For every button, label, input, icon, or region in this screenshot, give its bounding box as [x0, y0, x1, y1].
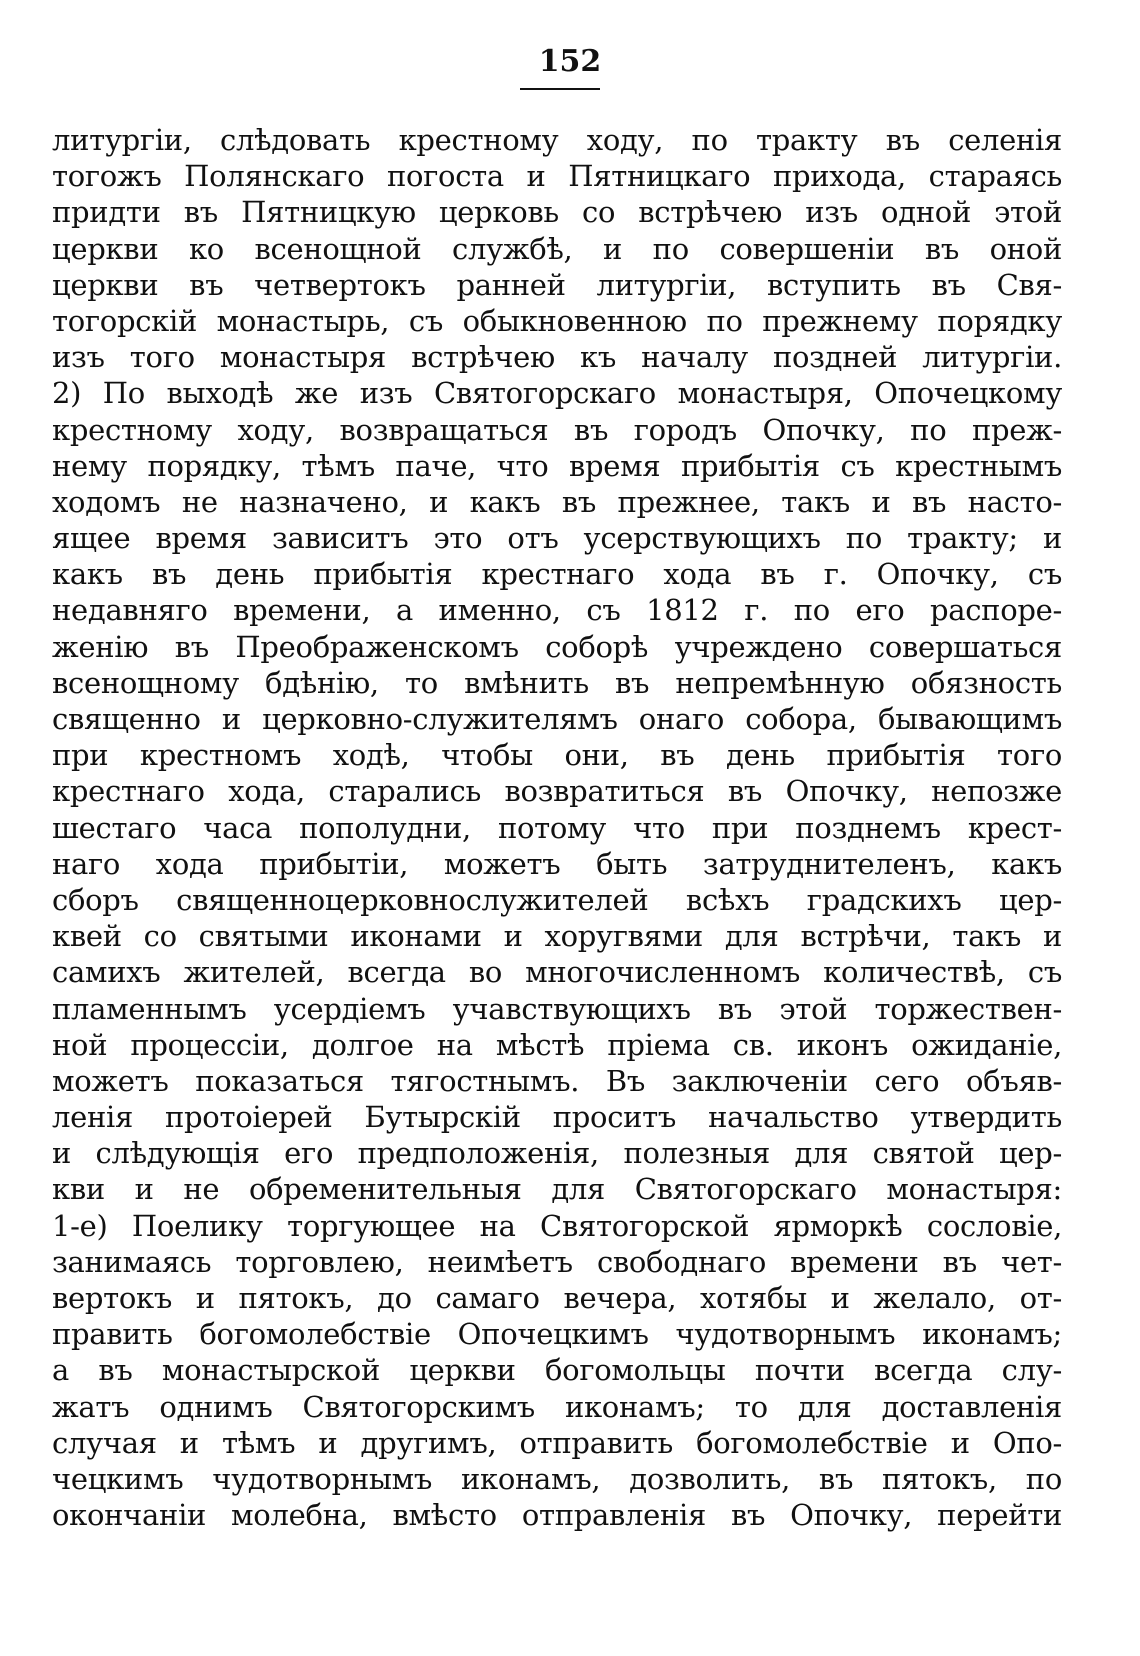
text-line: женію въ Преображенскомъ соборѣ учреждено совершаться — [52, 629, 1062, 664]
text-line: 1-е) Поелику торгующее на Святогорской ярморкѣ сословіе, — [52, 1208, 1062, 1243]
page-number: 152 — [538, 44, 602, 79]
text-line: изъ того монастыря встрѣчею къ началу поздней литургіи. — [52, 340, 1062, 375]
text-line: сборъ священноцерковнослужителей всѣхъ градскихъ цер- — [52, 882, 1062, 917]
text-line: литургіи, слѣдовать крестному ходу, по тракту въ селенія — [52, 123, 1062, 157]
text-line: чецкимъ чудотворнымъ иконамъ, дозволить, въ пятокъ, по — [52, 1461, 1062, 1496]
text-line: править богомолебствіе Опочецкимъ чудотворнымъ иконамъ; — [52, 1317, 1062, 1352]
text-line: ходомъ не назначено, и какъ въ прежнее, такъ и въ насто- — [52, 484, 1062, 519]
text-line: священно и церковно-служителямъ онаго собора, бывающимъ — [52, 702, 1062, 736]
text-line: придти въ Пятницкую церковь со встрѣчею изъ одной этой — [52, 195, 1062, 230]
text-line: самихъ жителей, всегда во многочисленномъ количествѣ, съ — [52, 955, 1062, 990]
text-line: случая и тѣмъ и другимъ, отправить богомолебствіе и Опо- — [52, 1425, 1062, 1460]
text-line: окончаніи молебна, вмѣсто отправленія въ Опочку, перейти — [52, 1498, 1062, 1533]
text-line: недавняго времени, а именно, съ 1812 г. по его распоре- — [52, 593, 1062, 628]
text-line: занимаясь торговлею, неимѣетъ свободнаго времени въ чет- — [52, 1244, 1062, 1279]
text-line: наго хода прибытіи, можетъ быть затруднителенъ, какъ — [52, 846, 1062, 881]
text-line: пламеннымъ усердіемъ учавствующихъ въ этой торжествен- — [52, 991, 1062, 1026]
text-line: ящее время зависитъ это отъ усерствующихъ по тракту; и — [52, 521, 1062, 556]
text-line: и слѣдующія его предположенія, полезныя для святой цер- — [52, 1136, 1062, 1171]
text-line: при крестномъ ходѣ, чтобы они, въ день прибытія того — [52, 738, 1062, 773]
text-line: а въ монастырской церкви богомольцы почти всегда слу- — [52, 1353, 1062, 1388]
text-line: жатъ однимъ Святогорскимъ иконамъ; то для доставленія — [52, 1389, 1062, 1424]
text-line: тогожъ Полянскаго погоста и Пятницкаго прихода, стараясь — [52, 159, 1062, 194]
text-line: ной процессіи, долгое на мѣстѣ пріема св. иконъ ожиданіе, — [52, 1027, 1062, 1062]
text-line: крестному ходу, возвращаться въ городъ Опочку, по преж- — [52, 412, 1062, 447]
text-line: вертокъ и пятокъ, до самаго вечера, хотябы и желало, от- — [52, 1281, 1062, 1315]
text-line: ленія протоіерей Бутырскій проситъ начальство утвердить — [52, 1100, 1062, 1135]
text-line: крестнаго хода, старались возвратиться въ Опочку, непозже — [52, 774, 1062, 809]
text-line: нему порядку, тѣмъ паче, что время прибытія съ крестнымъ — [52, 448, 1062, 483]
body-text — [52, 122, 1062, 1533]
page-number-underline — [520, 88, 600, 90]
text-line: шестаго часа пополудни, потому что при позднемъ крест- — [52, 810, 1062, 845]
text-line: церкви въ четвертокъ ранней литургіи, вступить въ Свя- — [52, 267, 1062, 302]
text-line: какъ въ день прибытія крестнаго хода въ г. Опочку, съ — [52, 557, 1062, 592]
text-line: можетъ показаться тягостнымъ. Въ заключеніи сего объяв- — [52, 1063, 1062, 1098]
text-line: кви и не обременительныя для Святогорскаго монастыря: — [52, 1172, 1062, 1207]
text-line: всенощному бдѣнію, то вмѣнить въ непремѣнную обязность — [52, 665, 1062, 700]
text-line: тогорскій монастырь, съ обыкновенною по прежнему порядку — [52, 303, 1062, 338]
text-line: 2) По выходѣ же изъ Святогорскаго монастыря, Опочецкому — [52, 376, 1062, 411]
text-line: квей со святыми иконами и хоругвями для встрѣчи, такъ и — [52, 919, 1062, 954]
text-line: церкви ко всенощной службѣ, и по совершеніи въ оной — [52, 231, 1062, 266]
